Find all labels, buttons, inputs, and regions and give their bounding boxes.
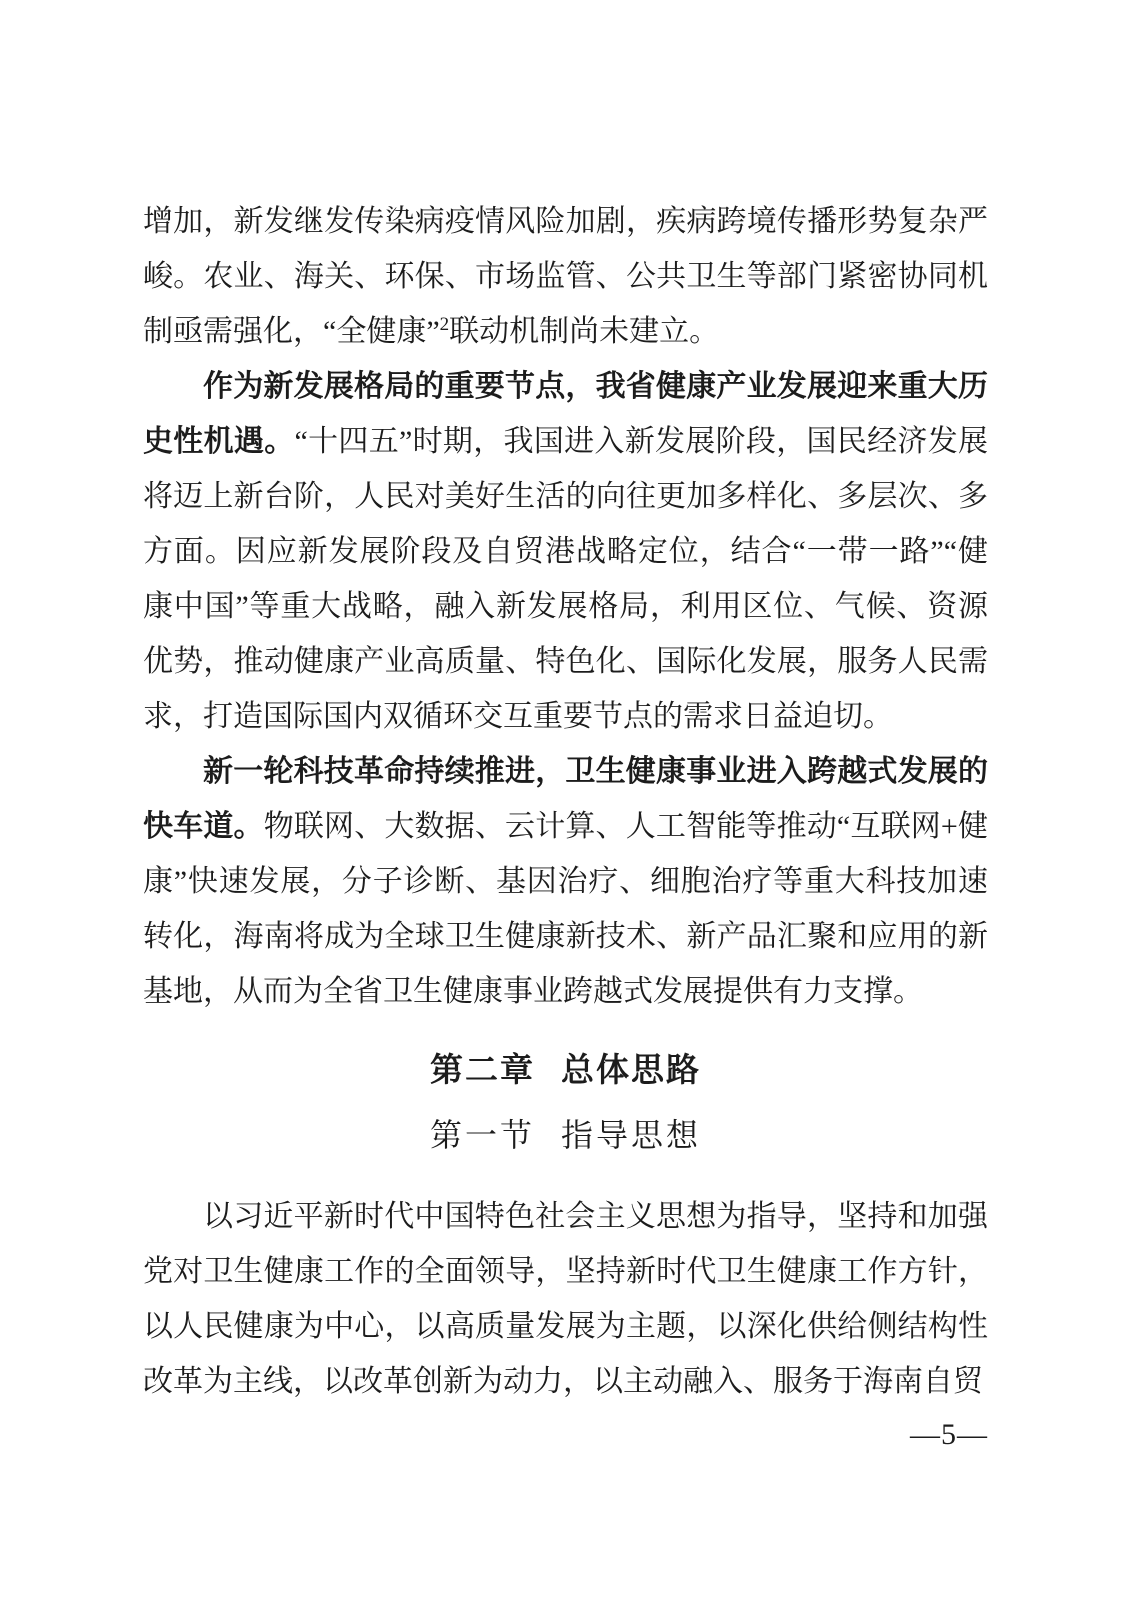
paragraph-disease-risk: [143, 194, 988, 359]
chapter-label: 第二章: [430, 1051, 535, 1088]
page-number: —5—: [910, 1418, 988, 1451]
chapter-heading: [143, 1042, 988, 1097]
section-heading: [143, 1108, 988, 1163]
bold-lead-sentence: 作为新发展格局的重要节点，我省健康产业发展迎来重大历史性机遇。: [143, 370, 988, 458]
chapter-title: 总体思路: [561, 1051, 701, 1088]
section-title: 指导思想: [561, 1117, 702, 1153]
paragraph-text: 物联网、大数据、云计算、人工智能等推动“互联网+健康”快速发展，分子诊断、基因治疗、细胞治疗等重大科技加速转化，海南将成为全球卫生健康新技术、新产品汇聚和应用的新基地，从而为全省卫生健康事业跨越式发展提供有力支撑。: [143, 810, 989, 1008]
section-label: 第一节: [429, 1117, 535, 1153]
paragraph-technology-revolution: [143, 744, 988, 1019]
page-content: [143, 194, 988, 1409]
paragraph-text: 增加，新发继发传染病疫情风险加剧，疾病跨境传播形势复杂严峻。农业、海关、环保、市场监管、公共卫生等部门紧密协同机制亟需强化，“全健康”: [143, 205, 988, 348]
paragraph-guiding-ideology: 以习近平新时代中国特色社会主义思想为指导，坚持和加强党对卫生健康工作的全面领导，坚持新时代卫生健康工作方针，以人民健康为中心，以高质量发展为主题，以深化供给侧结构性改革为主线，以改革创新为动力，以主动融入、服务于海南自贸: [143, 1200, 988, 1398]
paragraph-text: 联动机制尚未建立。: [449, 315, 720, 348]
paragraph-development-opportunity: [143, 359, 988, 744]
footnote-reference-2: 2: [439, 314, 450, 335]
paragraph-text: “十四五”时期，我国进入新发展阶段，国民经济发展将迈上新台阶，人民对美好生活的向往更加多样化、多层次、多方面。因应新发展阶段及自贸港战略定位，结合“一带一路”“健康中国”等重大战略，融入新发展格局，利用区位、气候、资源优势，推动健康产业高质量、特色化、国际化发展，服务人民需求，打造国际国内双循环交互重要节点的需求日益迫切。: [143, 425, 988, 733]
bold-lead-sentence: 新一轮科技革命持续推进，卫生健康事业进入跨越式发展的快车道。: [143, 755, 988, 843]
